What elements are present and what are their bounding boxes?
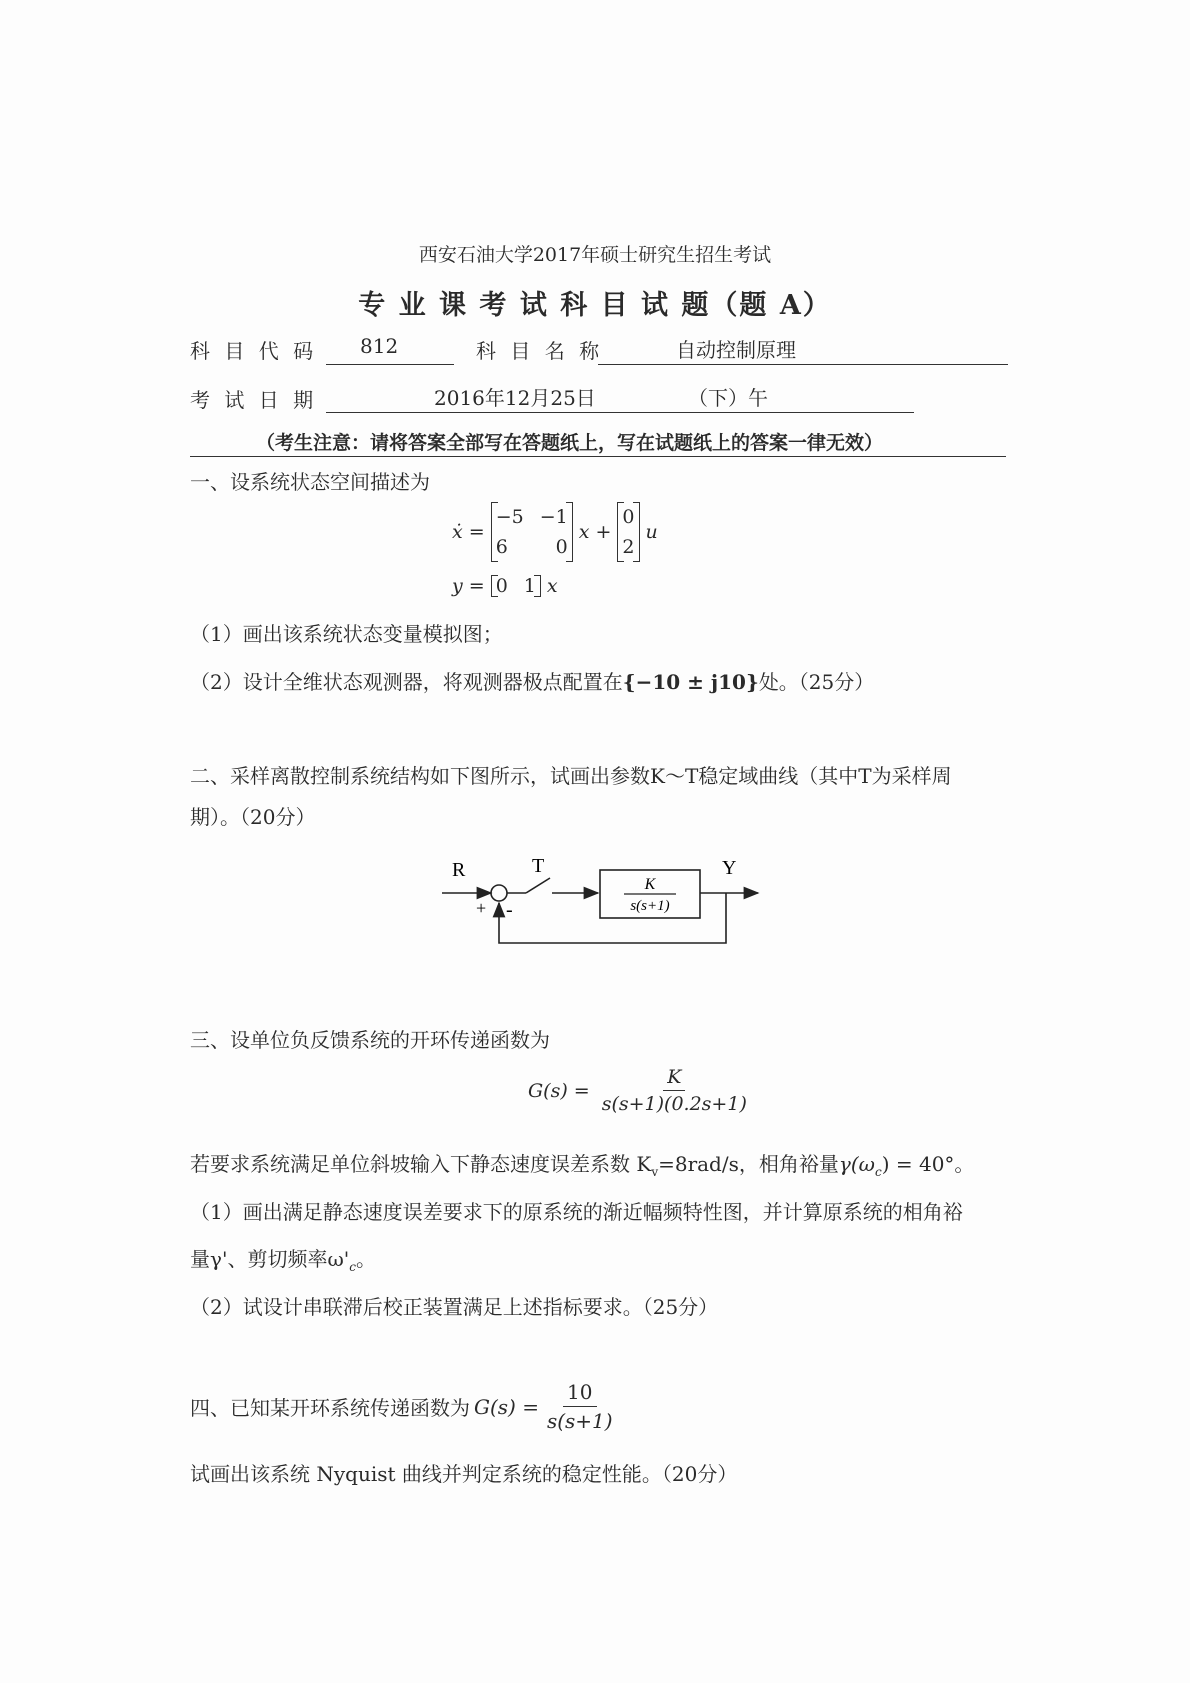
q1-a11: −5: [495, 506, 524, 528]
q4-g-denominator: s(s+1): [546, 1409, 613, 1433]
q4-stem: 四、已知某开环系统传递函数为: [190, 1396, 470, 1420]
q2-plant-numerator: K: [644, 876, 656, 893]
q3-part1-line1: （1）画出满足静态速度误差要求下的原系统的渐近幅频特性图，并计算原系统的相角裕: [190, 1200, 963, 1224]
q1-output-equation: [452, 575, 558, 597]
q1-state-equation: [452, 502, 658, 562]
q2-stem-line1: 二、采样离散控制系统结构如下图所示，试画出参数K～T稳定域曲线（其中T为采样周: [190, 764, 952, 788]
q3-part1-line2-b: c: [349, 1260, 356, 1274]
q1-c2: 1: [523, 575, 536, 597]
subject-name-label: 科 目 名 称: [476, 339, 604, 363]
q3-req-c: c: [874, 1165, 882, 1179]
q2-plant-denominator: s(s+1): [630, 898, 670, 914]
exam-period: （下）午: [688, 386, 768, 410]
q4-part: 试画出该系统 Nyquist 曲线并判定系统的稳定性能。（20分）: [190, 1462, 738, 1486]
q3-g-denominator: s(s+1)(0.2s+1): [601, 1093, 747, 1115]
exam-title: 专 业 课 考 试 科 目 试 题（题 A）: [358, 290, 832, 321]
q1-a12: −1: [539, 506, 568, 528]
q4-g-fraction: [543, 1380, 617, 1433]
q3-part1-line2: [190, 1243, 376, 1274]
header-rule: [190, 456, 1006, 457]
q3-transfer-function: [528, 1066, 751, 1115]
q3-part2: （2）试设计串联滞后校正装置满足上述指标要求。（25分）: [190, 1295, 719, 1319]
q4-g-lhs: G(s) =: [474, 1394, 539, 1419]
q2-stem-line2: 期）。（20分）: [190, 805, 316, 829]
q3-requirement: [190, 1148, 974, 1179]
q1-matrix-b: [617, 502, 639, 562]
q1-part2-suffix: 处。（25分）: [758, 670, 875, 694]
exam-date-label: 考 试 日 期: [190, 388, 318, 412]
q1-a21: 6: [495, 536, 508, 558]
q3-stem: 三、设单位负反馈系统的开环传递函数为: [190, 1028, 550, 1052]
q3-g-numerator: K: [663, 1066, 685, 1091]
q3-part1-line2-a: 量γ'、剪切频率ω': [190, 1247, 350, 1271]
q1-part2: [190, 666, 874, 695]
q1-u: u: [645, 521, 658, 543]
q3-req-gamma: γ(ω: [838, 1152, 875, 1176]
q1-stem: 一、设系统状态空间描述为: [190, 470, 430, 494]
q3-req-sub: v: [651, 1165, 659, 1179]
exam-date-underline: [326, 412, 914, 413]
q1-y: y =: [452, 575, 485, 597]
q2-r-label: R: [452, 859, 466, 881]
q4-stem-block: [190, 1380, 617, 1433]
q1-b2: 2: [622, 536, 635, 558]
q3-g-fraction: [598, 1066, 751, 1115]
q3-req-end: ) = 40°。: [881, 1152, 975, 1176]
exam-date-value: 2016年12月25日: [434, 386, 596, 410]
candidate-notice: （考生注意：请将答案全部写在答题纸上，写在试题纸上的答案一律无效）: [256, 432, 884, 454]
q1-b1: 0: [622, 506, 635, 528]
q3-g-lhs: G(s) =: [528, 1079, 590, 1102]
q3-req-prefix: 若要求系统满足单位斜坡输入下静态速度误差系数 K: [190, 1152, 652, 1176]
university-line: 西安石油大学2017年硕士研究生招生考试: [418, 244, 772, 266]
q1-part1: （1）画出该系统状态变量模拟图；: [190, 622, 503, 646]
q2-minus-sign: -: [506, 899, 513, 921]
q2-summing-junction: [491, 885, 507, 901]
subject-code-value: 812: [360, 334, 399, 358]
q2-block-diagram: [440, 846, 770, 956]
subject-name-underline: [598, 364, 1008, 365]
subject-code-label: 科 目 代 码: [190, 339, 318, 363]
q2-sampler-switch: [526, 878, 550, 893]
q1-poles: {−10 ± j10}: [622, 670, 759, 694]
q4-g-numerator: 10: [563, 1380, 596, 1407]
q1-x-plus: x +: [578, 521, 612, 543]
q2-y-label: Y: [722, 857, 737, 879]
subject-code-underline: [326, 364, 454, 365]
q1-matrix-c: [491, 575, 541, 597]
q3-part1-line2-c: 。: [356, 1247, 376, 1271]
subject-name-value: 自动控制原理: [676, 338, 796, 362]
q2-t-label: T: [532, 855, 545, 877]
q1-c1: 0: [495, 575, 508, 597]
q1-matrix-a: [491, 502, 573, 562]
q1-xdot: ẋ =: [452, 521, 485, 543]
q1-part2-prefix: （2）设计全维状态观测器，将观测器极点配置在: [190, 670, 623, 694]
q3-req-mid: =8rad/s，相角裕量: [658, 1152, 839, 1176]
q1-y-x: x: [546, 575, 558, 597]
q1-a22: 0: [555, 536, 568, 558]
q2-plus-sign: +: [476, 898, 487, 918]
